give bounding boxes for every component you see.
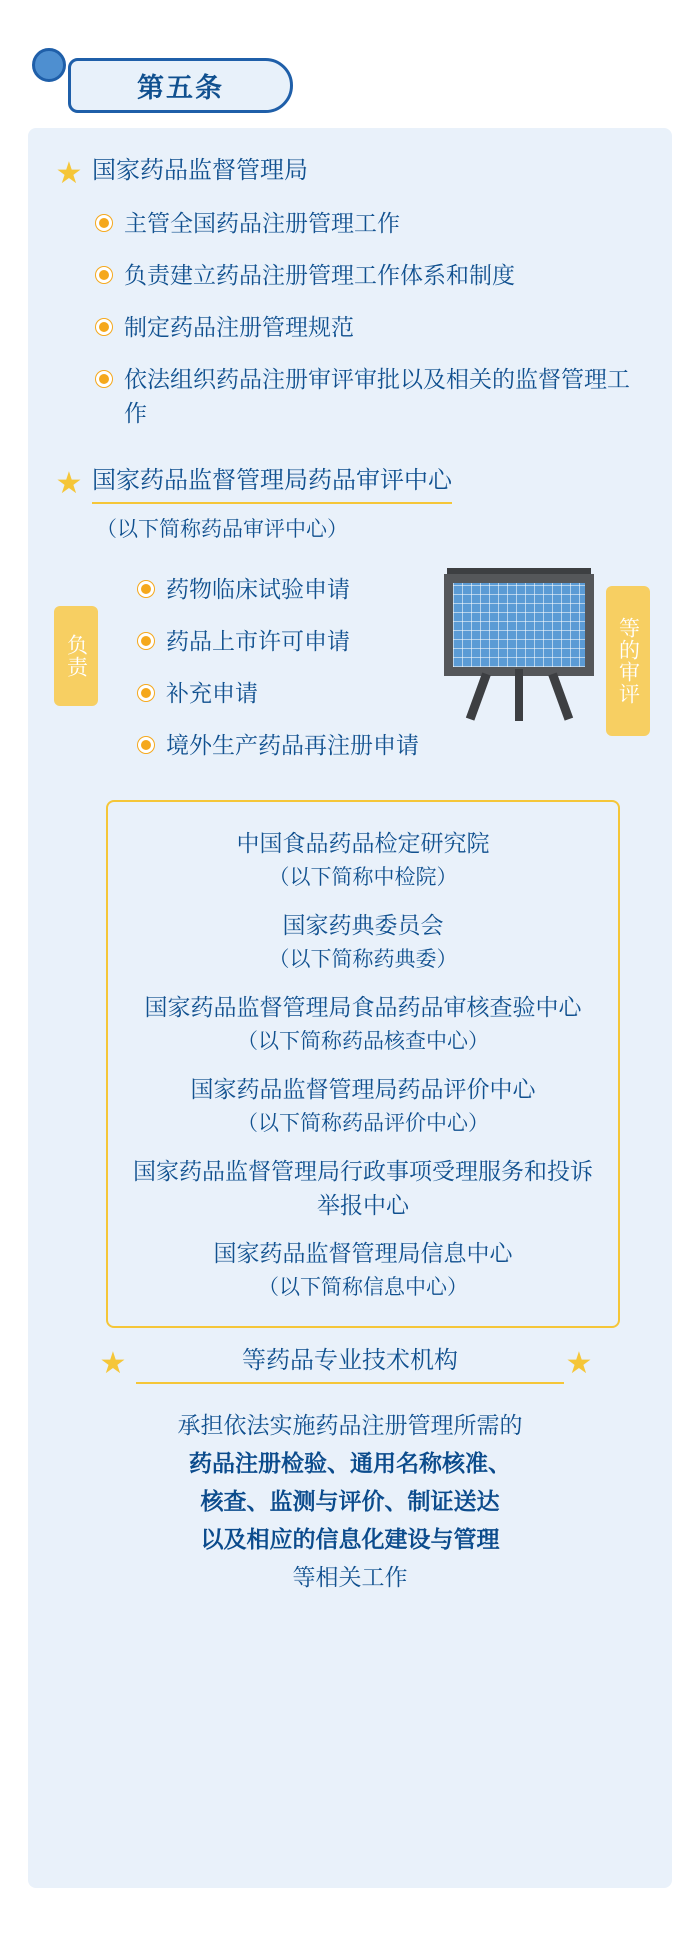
closing-line-4: 以及相应的信息化建设与管理: [200, 1526, 500, 1552]
bullet-list-nmpa: [28, 206, 672, 430]
bullet-dot-icon: [138, 633, 154, 649]
left-tag-responsible: 负责: [54, 606, 98, 706]
institution-alias: （以下简称药品评价中心）: [237, 1112, 489, 1135]
star-icon: ★: [565, 1347, 593, 1380]
institution-name: 国家药品监督管理局行政事项受理服务和投诉举报中心: [133, 1158, 593, 1218]
right-tag-review: 等的审评: [606, 586, 650, 736]
closing-line-5: 等相关工作: [292, 1564, 408, 1590]
bullet-dot-icon: [96, 371, 112, 387]
institution-alias: （以下简称中检院）: [268, 866, 458, 889]
board-screen: [453, 583, 585, 667]
institution-entry: [124, 1236, 602, 1304]
closing-line-1: 承担依法实施药品注册管理所需的: [177, 1412, 523, 1438]
list-item: [138, 624, 472, 658]
list-item: [96, 310, 646, 344]
list-item-label: 负责建立药品注册管理工作体系和制度: [124, 262, 515, 288]
bullet-dot-icon: [138, 685, 154, 701]
institution-name: 国家药品监督管理局食品药品审核查验中心: [144, 994, 582, 1020]
institution-name: 国家药品监督管理局信息中心: [213, 1240, 513, 1266]
board-leg-left: [466, 672, 491, 720]
list-item: [96, 206, 646, 240]
list-item: [138, 676, 472, 710]
board-frame: [444, 574, 594, 676]
bullet-dot-icon: [96, 319, 112, 335]
star-icon: ★: [55, 467, 83, 500]
section-title: 国家药品监督管理局药品审评中心: [92, 464, 452, 504]
institutions-card: [106, 800, 620, 1328]
list-item: [96, 362, 646, 430]
board-leg-right: [548, 672, 573, 720]
institution-entry: [124, 826, 602, 894]
institution-entry: [124, 1154, 602, 1222]
header-dot-icon: [32, 48, 66, 82]
article-tab: [68, 58, 293, 113]
institution-name: 中国食品药品检定研究院: [236, 830, 490, 856]
content-panel: [28, 128, 672, 1888]
list-item-label: 药品上市许可申请: [166, 628, 350, 654]
list-item-label: 制定药品注册管理规范: [124, 314, 354, 340]
header: [0, 0, 700, 110]
section-heading-cde: [28, 464, 672, 504]
footer-heading-label: 等药品专业技术机构: [136, 1344, 564, 1384]
institution-entry: [124, 908, 602, 976]
list-item-label: 境外生产药品再注册申请: [166, 732, 419, 758]
article-tab-label: 第五条: [137, 73, 224, 103]
list-item-label: 主管全国药品注册管理工作: [124, 210, 400, 236]
closing-line-3: 核查、监测与评价、制证送达: [200, 1488, 500, 1514]
list-item: [96, 258, 646, 292]
list-item-label: 补充申请: [166, 680, 258, 706]
section-title: 国家药品监督管理局: [92, 157, 308, 184]
institution-alias: （以下简称药典委）: [268, 948, 458, 971]
closing-line-2: 药品注册检验、通用名称核准、: [189, 1450, 511, 1476]
footer-heading: [28, 1344, 672, 1384]
star-icon: ★: [99, 1347, 127, 1380]
bullet-dot-icon: [138, 581, 154, 597]
board-stem: [515, 669, 523, 721]
institution-name: 国家药品监督管理局药品评价中心: [190, 1076, 536, 1102]
list-item: [138, 728, 472, 762]
bullet-dot-icon: [96, 215, 112, 231]
institution-alias: （以下简称药品核查中心）: [237, 1030, 489, 1053]
institution-name: 国家药典委员会: [282, 912, 444, 938]
closing-paragraph: [28, 1406, 672, 1596]
list-item: [138, 572, 472, 606]
list-item-label: 依法组织药品注册审评审批以及相关的监督管理工作: [124, 366, 630, 426]
institution-entry: [124, 990, 602, 1058]
bullet-dot-icon: [96, 267, 112, 283]
section-heading-nmpa: [28, 154, 672, 192]
presentation-board-icon: [444, 574, 594, 724]
star-icon: ★: [55, 157, 83, 190]
institution-entry: [124, 1072, 602, 1140]
institution-alias: （以下简称信息中心）: [258, 1276, 468, 1299]
list-item-label: 药物临床试验申请: [166, 576, 350, 602]
bullet-dot-icon: [138, 737, 154, 753]
responsibility-block: [28, 564, 672, 774]
section-note-cde: （以下简称药品审评中心）: [96, 518, 348, 541]
